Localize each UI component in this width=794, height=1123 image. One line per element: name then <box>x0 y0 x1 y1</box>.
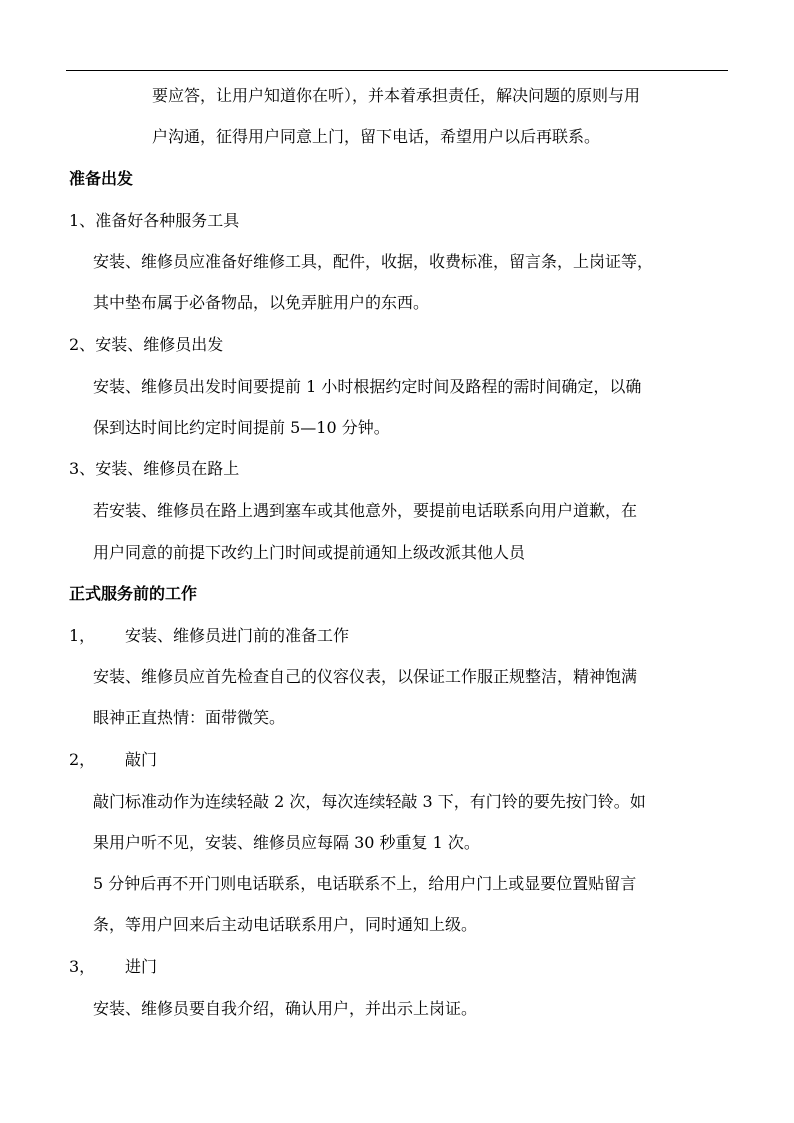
paragraph-line: 条，等用户回来后主动电话联系用户，同时通知上级。 <box>93 915 478 934</box>
item-number: 2， <box>69 750 96 769</box>
list-item-heading <box>69 957 157 977</box>
paragraph-line: 安装、维修员应准备好维修工具，配件，收据，收费标准，留言条，上岗证等， <box>93 252 654 271</box>
paragraph-line: 若安装、维修员在路上遇到塞车或其他意外，要提前电话联系向用户道歉，在 <box>93 501 638 520</box>
paragraph-line: 要应答，让用户知道你在听），并本着承担责任，解决问题的原则与用 <box>152 86 641 105</box>
list-item-heading <box>69 750 157 770</box>
paragraph-line: 敲门标准动作为连续轻敲 2 次，每次连续轻敲 3 下，有门铃的要先按门铃。如 <box>93 792 646 811</box>
item-number: 1， <box>69 626 96 645</box>
paragraph-line: 其中垫布属于必备物品，以免弄脏用户的东西。 <box>93 293 430 312</box>
list-item-heading <box>69 335 223 355</box>
header-rule <box>66 70 728 71</box>
paragraph-line: 果用户听不见，安装、维修员应每隔 30 秒重复 1 次。 <box>93 833 480 852</box>
item-title: 进门 <box>125 957 158 976</box>
item-title: 安装、维修员出发 <box>95 335 224 354</box>
list-item-heading <box>69 459 239 479</box>
paragraph-line: 安装、维修员出发时间要提前 1 小时根据约定时间及路程的需时间确定，以确 <box>93 377 642 396</box>
item-number: 2、 <box>69 335 96 354</box>
list-item-heading <box>69 626 349 646</box>
paragraph-line: 用户同意的前提下改约上门时间或提前通知上级改派其他人员 <box>93 543 526 562</box>
item-number: 1、 <box>69 211 96 230</box>
item-title: 安装、维修员进门前的准备工作 <box>125 626 350 645</box>
item-number: 3、 <box>69 459 96 478</box>
paragraph-line: 眼神正直热情：面带微笑。 <box>93 708 286 727</box>
paragraph-line: 户沟通，征得用户同意上门，留下电话，希望用户以后再联系。 <box>152 127 601 146</box>
item-title: 敲门 <box>125 750 158 769</box>
paragraph-line: 5 分钟后再不开门则电话联系，电话联系不上，给用户门上或显要位置贴留言 <box>93 874 637 893</box>
paragraph-line: 保到达时间比约定时间提前 5—10 分钟。 <box>93 418 390 437</box>
paragraph-line: 安装、维修员应首先检查自己的仪容仪表，以保证工作服正规整洁，精神饱满 <box>93 667 638 686</box>
item-title: 安装、维修员在路上 <box>95 459 240 478</box>
paragraph-line: 安装、维修员要自我介绍，确认用户，并出示上岗证。 <box>93 999 478 1018</box>
item-number: 3， <box>69 957 96 976</box>
section-heading: 准备出发 <box>69 169 134 188</box>
section-heading: 正式服务前的工作 <box>69 584 198 603</box>
item-title: 准备好各种服务工具 <box>95 211 240 230</box>
list-item-heading <box>69 211 239 231</box>
